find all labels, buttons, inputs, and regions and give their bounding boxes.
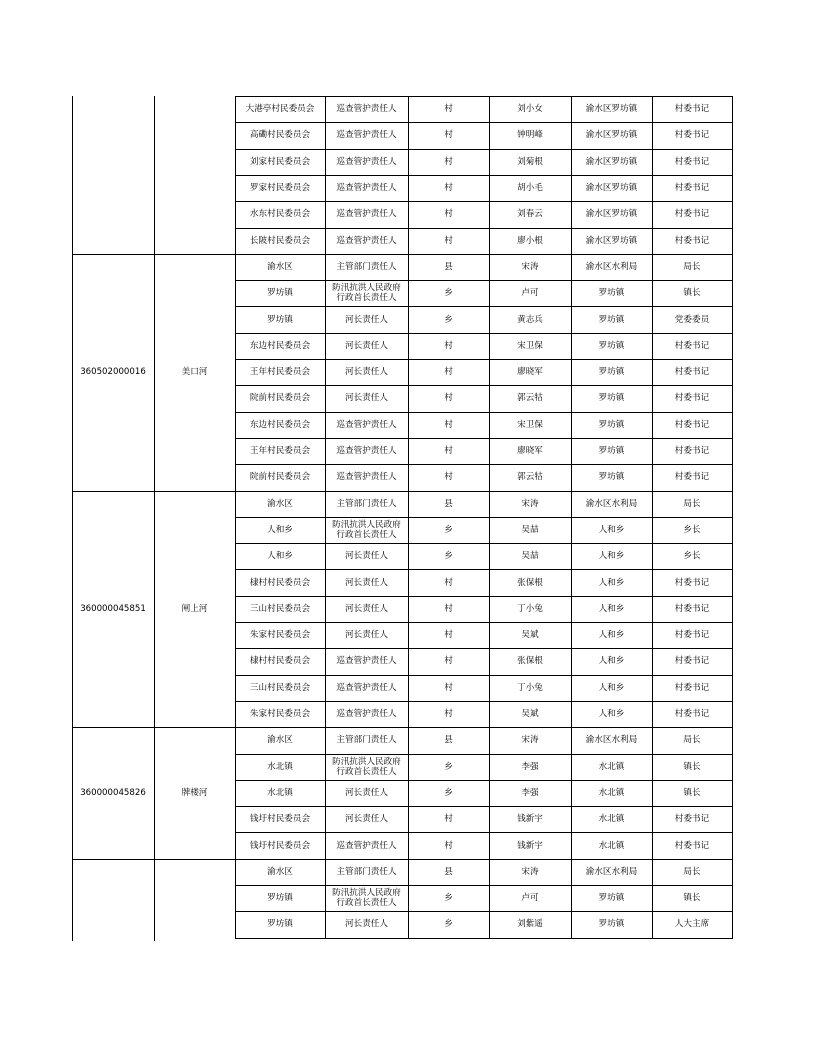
cell-position: 村委书记 bbox=[674, 630, 710, 641]
cell-position: 局长 bbox=[683, 498, 701, 509]
cell-org: 水北镇 bbox=[598, 814, 625, 825]
cell-role: 河长责任人 bbox=[345, 919, 388, 930]
cell-unit: 渝水区 bbox=[267, 735, 293, 746]
cell-level: 乡 bbox=[444, 787, 453, 798]
cell-org: 罗坊镇 bbox=[598, 419, 625, 430]
cell-unit: 三山村民委员会 bbox=[249, 682, 311, 693]
cell-org: 渝水区罗坊镇 bbox=[585, 156, 638, 167]
cell-level: 村 bbox=[444, 340, 453, 351]
river-code: 360000045826 bbox=[80, 787, 146, 798]
cell-role: 防汛抗洪人民政府 行政首长责任人 bbox=[332, 756, 401, 777]
cell-role: 巡查管护责任人 bbox=[336, 682, 397, 693]
cell-position: 村委书记 bbox=[674, 367, 710, 378]
cell-name: 吴喆 bbox=[521, 551, 539, 562]
cell-position: 村委书记 bbox=[674, 130, 710, 141]
cell-level: 村 bbox=[444, 630, 453, 641]
cell-level: 村 bbox=[444, 840, 453, 851]
cell-org: 罗坊镇 bbox=[598, 288, 625, 299]
cell-role: 巡查管护责任人 bbox=[336, 156, 397, 167]
river-name bbox=[154, 859, 235, 938]
cell-org: 渝水区罗坊镇 bbox=[585, 235, 638, 246]
cell-unit: 罗坊镇 bbox=[267, 314, 293, 325]
cell-role: 巡查管护责任人 bbox=[336, 446, 397, 457]
cell-position: 村委书记 bbox=[674, 156, 710, 167]
cell-role: 主管部门责任人 bbox=[336, 261, 397, 272]
cell-org: 人和乡 bbox=[598, 682, 625, 693]
cell-unit: 院前村民委员会 bbox=[249, 393, 311, 404]
cell-name: 宋涛 bbox=[521, 498, 539, 509]
cell-role: 巡查管护责任人 bbox=[336, 209, 397, 220]
cell-name: 吴斌 bbox=[521, 630, 539, 641]
cell-position: 村委书记 bbox=[674, 209, 710, 220]
cell-level: 县 bbox=[444, 866, 453, 877]
cell-unit: 长陂村民委员会 bbox=[249, 235, 311, 246]
cell-org: 罗坊镇 bbox=[598, 367, 625, 378]
cell-position: 镇长 bbox=[683, 288, 701, 299]
cell-name: 刘紫遥 bbox=[517, 919, 543, 930]
cell-unit: 钱圩村民委员会 bbox=[249, 814, 311, 825]
cell-org: 罗坊镇 bbox=[598, 314, 625, 325]
cell-level: 乡 bbox=[444, 288, 453, 299]
cell-org: 人和乡 bbox=[598, 603, 625, 614]
cell-name: 丁小兔 bbox=[517, 603, 543, 614]
cell-name: 廖晓军 bbox=[517, 367, 543, 378]
cell-position: 人大主席 bbox=[674, 919, 710, 930]
river-name: 牌楼河 bbox=[181, 787, 208, 798]
cell-unit: 水东村民委员会 bbox=[249, 209, 311, 220]
cell-role: 防汛抗洪人民政府 行政首长责任人 bbox=[332, 283, 401, 304]
cell-role: 防汛抗洪人民政府 行政首长责任人 bbox=[332, 519, 401, 540]
cell-unit: 东边村民委员会 bbox=[249, 419, 311, 430]
cell-position: 局长 bbox=[683, 261, 701, 272]
cell-name: 钱新宇 bbox=[517, 814, 543, 825]
cell-name: 钟明峰 bbox=[517, 130, 543, 141]
cell-name: 刘菊根 bbox=[517, 156, 543, 167]
cell-org: 渝水区罗坊镇 bbox=[585, 130, 638, 141]
cell-level: 乡 bbox=[444, 893, 453, 904]
cell-level: 村 bbox=[444, 709, 453, 720]
cell-level: 村 bbox=[444, 472, 453, 483]
cell-name: 刘春云 bbox=[517, 209, 543, 220]
cell-unit: 大港亭村民委员会 bbox=[245, 104, 315, 115]
cell-level: 村 bbox=[444, 156, 453, 167]
cell-org: 水北镇 bbox=[598, 840, 625, 851]
cell-level: 村 bbox=[444, 814, 453, 825]
cell-unit: 棣村村民委员会 bbox=[249, 656, 311, 667]
cell-role: 主管部门责任人 bbox=[336, 498, 397, 509]
cell-org: 人和乡 bbox=[598, 577, 625, 588]
cell-unit: 钱圩村民委员会 bbox=[249, 840, 311, 851]
cell-name: 宋涛 bbox=[521, 866, 539, 877]
cell-level: 乡 bbox=[444, 761, 453, 772]
cell-role: 巡查管护责任人 bbox=[336, 130, 397, 141]
cell-unit: 三山村民委员会 bbox=[249, 603, 311, 614]
cell-org: 渝水区水利局 bbox=[585, 866, 638, 877]
cell-role: 巡查管护责任人 bbox=[336, 656, 397, 667]
cell-org: 罗坊镇 bbox=[598, 446, 625, 457]
cell-org: 渝水区水利局 bbox=[585, 261, 638, 272]
cell-name: 钱新宇 bbox=[517, 840, 543, 851]
cell-name: 李强 bbox=[521, 761, 539, 772]
cell-role: 河长责任人 bbox=[345, 630, 388, 641]
cell-level: 村 bbox=[444, 603, 453, 614]
cell-org: 渝水区罗坊镇 bbox=[585, 183, 638, 194]
cell-level: 县 bbox=[444, 735, 453, 746]
cell-name: 张保根 bbox=[517, 577, 543, 588]
river-name: 美口河 bbox=[181, 367, 208, 378]
cell-level: 乡 bbox=[444, 314, 453, 325]
cell-unit: 王年村民委员会 bbox=[249, 446, 311, 457]
cell-unit: 人和乡 bbox=[267, 524, 293, 535]
cell-name: 卢可 bbox=[521, 288, 539, 299]
cell-org: 人和乡 bbox=[598, 524, 625, 535]
river-code bbox=[72, 859, 154, 938]
cell-org: 渝水区水利局 bbox=[585, 735, 638, 746]
cell-position: 村委书记 bbox=[674, 104, 710, 115]
cell-level: 乡 bbox=[444, 551, 453, 562]
cell-role: 巡查管护责任人 bbox=[336, 183, 397, 194]
cell-name: 刘小女 bbox=[517, 104, 543, 115]
cell-name: 宋卫保 bbox=[517, 419, 543, 430]
cell-level: 村 bbox=[444, 419, 453, 430]
cell-position: 镇长 bbox=[683, 761, 701, 772]
cell-unit: 高磡村民委员会 bbox=[249, 130, 311, 141]
cell-org: 罗坊镇 bbox=[598, 340, 625, 351]
cell-name: 宋涛 bbox=[521, 735, 539, 746]
cell-role: 巡查管护责任人 bbox=[336, 104, 397, 115]
cell-org: 水北镇 bbox=[598, 761, 625, 772]
cell-role: 河长责任人 bbox=[345, 314, 388, 325]
cell-unit: 人和乡 bbox=[267, 551, 293, 562]
river-name bbox=[154, 96, 235, 254]
cell-org: 罗坊镇 bbox=[598, 472, 625, 483]
cell-level: 村 bbox=[444, 367, 453, 378]
cell-position: 村委书记 bbox=[674, 446, 710, 457]
cell-name: 黄志兵 bbox=[517, 314, 543, 325]
cell-role: 巡查管护责任人 bbox=[336, 472, 397, 483]
cell-level: 村 bbox=[444, 235, 453, 246]
cell-unit: 渝水区 bbox=[267, 866, 293, 877]
river-name: 闸上河 bbox=[181, 603, 208, 614]
cell-unit: 王年村民委员会 bbox=[249, 367, 311, 378]
river-code bbox=[72, 96, 154, 254]
river-code: 360502000016 bbox=[80, 367, 146, 378]
cell-position: 村委书记 bbox=[674, 577, 710, 588]
cell-role: 巡查管护责任人 bbox=[336, 419, 397, 430]
cell-role: 河长责任人 bbox=[345, 393, 388, 404]
cell-role: 河长责任人 bbox=[345, 340, 388, 351]
cell-role: 河长责任人 bbox=[345, 603, 388, 614]
cell-unit: 朱家村民委员会 bbox=[249, 630, 311, 641]
cell-position: 乡长 bbox=[683, 551, 701, 562]
cell-level: 乡 bbox=[444, 919, 453, 930]
cell-level: 村 bbox=[444, 104, 453, 115]
cell-level: 村 bbox=[444, 577, 453, 588]
cell-unit: 刘家村民委员会 bbox=[249, 156, 311, 167]
cell-name: 宋涛 bbox=[521, 261, 539, 272]
cell-name: 郭云牯 bbox=[517, 393, 543, 404]
cell-unit: 罗坊镇 bbox=[267, 893, 293, 904]
cell-position: 村委书记 bbox=[674, 709, 710, 720]
cell-org: 罗坊镇 bbox=[598, 393, 625, 404]
cell-unit: 东边村民委员会 bbox=[249, 340, 311, 351]
cell-position: 乡长 bbox=[683, 524, 701, 535]
cell-position: 村委书记 bbox=[674, 682, 710, 693]
cell-unit: 院前村民委员会 bbox=[249, 472, 311, 483]
cell-role: 防汛抗洪人民政府 行政首长责任人 bbox=[332, 888, 401, 909]
cell-position: 村委书记 bbox=[674, 814, 710, 825]
cell-role: 主管部门责任人 bbox=[336, 866, 397, 877]
cell-unit: 朱家村民委员会 bbox=[249, 709, 311, 720]
cell-role: 河长责任人 bbox=[345, 551, 388, 562]
cell-role: 河长责任人 bbox=[345, 577, 388, 588]
cell-position: 村委书记 bbox=[674, 656, 710, 667]
cell-level: 村 bbox=[444, 393, 453, 404]
cell-unit: 罗家村民委员会 bbox=[249, 183, 311, 194]
cell-position: 村委书记 bbox=[674, 235, 710, 246]
cell-org: 渝水区罗坊镇 bbox=[585, 209, 638, 220]
cell-position: 村委书记 bbox=[674, 340, 710, 351]
cell-level: 村 bbox=[444, 656, 453, 667]
cell-name: 廖晓军 bbox=[517, 446, 543, 457]
cell-position: 村委书记 bbox=[674, 183, 710, 194]
cell-name: 郭云牯 bbox=[517, 472, 543, 483]
cell-unit: 罗坊镇 bbox=[267, 288, 293, 299]
cell-name: 张保根 bbox=[517, 656, 543, 667]
cell-level: 县 bbox=[444, 498, 453, 509]
cell-org: 水北镇 bbox=[598, 787, 625, 798]
cell-unit: 罗坊镇 bbox=[267, 919, 293, 930]
cell-position: 村委书记 bbox=[674, 840, 710, 851]
cell-org: 罗坊镇 bbox=[598, 919, 625, 930]
cell-role: 河长责任人 bbox=[345, 787, 388, 798]
cell-level: 村 bbox=[444, 682, 453, 693]
cell-org: 人和乡 bbox=[598, 656, 625, 667]
cell-name: 廖小根 bbox=[517, 235, 543, 246]
cell-level: 村 bbox=[444, 209, 453, 220]
cell-unit: 棣村村民委员会 bbox=[249, 577, 311, 588]
cell-name: 卢可 bbox=[521, 893, 539, 904]
cell-name: 吴斌 bbox=[521, 709, 539, 720]
cell-role: 巡查管护责任人 bbox=[336, 709, 397, 720]
cell-name: 吴喆 bbox=[521, 524, 539, 535]
cell-position: 党委委员 bbox=[674, 314, 710, 325]
cell-role: 河长责任人 bbox=[345, 814, 388, 825]
cell-position: 村委书记 bbox=[674, 603, 710, 614]
cell-unit: 水北镇 bbox=[267, 787, 293, 798]
cell-unit: 水北镇 bbox=[267, 761, 293, 772]
cell-unit: 渝水区 bbox=[267, 261, 293, 272]
cell-position: 村委书记 bbox=[674, 472, 710, 483]
cell-role: 主管部门责任人 bbox=[336, 735, 397, 746]
cell-position: 镇长 bbox=[683, 787, 701, 798]
cell-level: 县 bbox=[444, 261, 453, 272]
cell-name: 宋卫保 bbox=[517, 340, 543, 351]
cell-role: 巡查管护责任人 bbox=[336, 235, 397, 246]
cell-role: 河长责任人 bbox=[345, 367, 388, 378]
cell-level: 村 bbox=[444, 130, 453, 141]
river-code: 360000045851 bbox=[80, 603, 146, 614]
cell-org: 人和乡 bbox=[598, 709, 625, 720]
cell-org: 人和乡 bbox=[598, 630, 625, 641]
cell-level: 村 bbox=[444, 183, 453, 194]
cell-level: 村 bbox=[444, 446, 453, 457]
cell-name: 李强 bbox=[521, 787, 539, 798]
cell-role: 巡查管护责任人 bbox=[336, 840, 397, 851]
cell-name: 丁小兔 bbox=[517, 682, 543, 693]
cell-level: 乡 bbox=[444, 524, 453, 535]
cell-org: 罗坊镇 bbox=[598, 893, 625, 904]
cell-org: 渝水区罗坊镇 bbox=[585, 104, 638, 115]
cell-position: 局长 bbox=[683, 866, 701, 877]
cell-position: 局长 bbox=[683, 735, 701, 746]
cell-org: 人和乡 bbox=[598, 551, 625, 562]
cell-position: 镇长 bbox=[683, 893, 701, 904]
cell-unit: 渝水区 bbox=[267, 498, 293, 509]
cell-position: 村委书记 bbox=[674, 393, 710, 404]
cell-position: 村委书记 bbox=[674, 419, 710, 430]
cell-name: 胡小毛 bbox=[517, 183, 543, 194]
cell-org: 渝水区水利局 bbox=[585, 498, 638, 509]
